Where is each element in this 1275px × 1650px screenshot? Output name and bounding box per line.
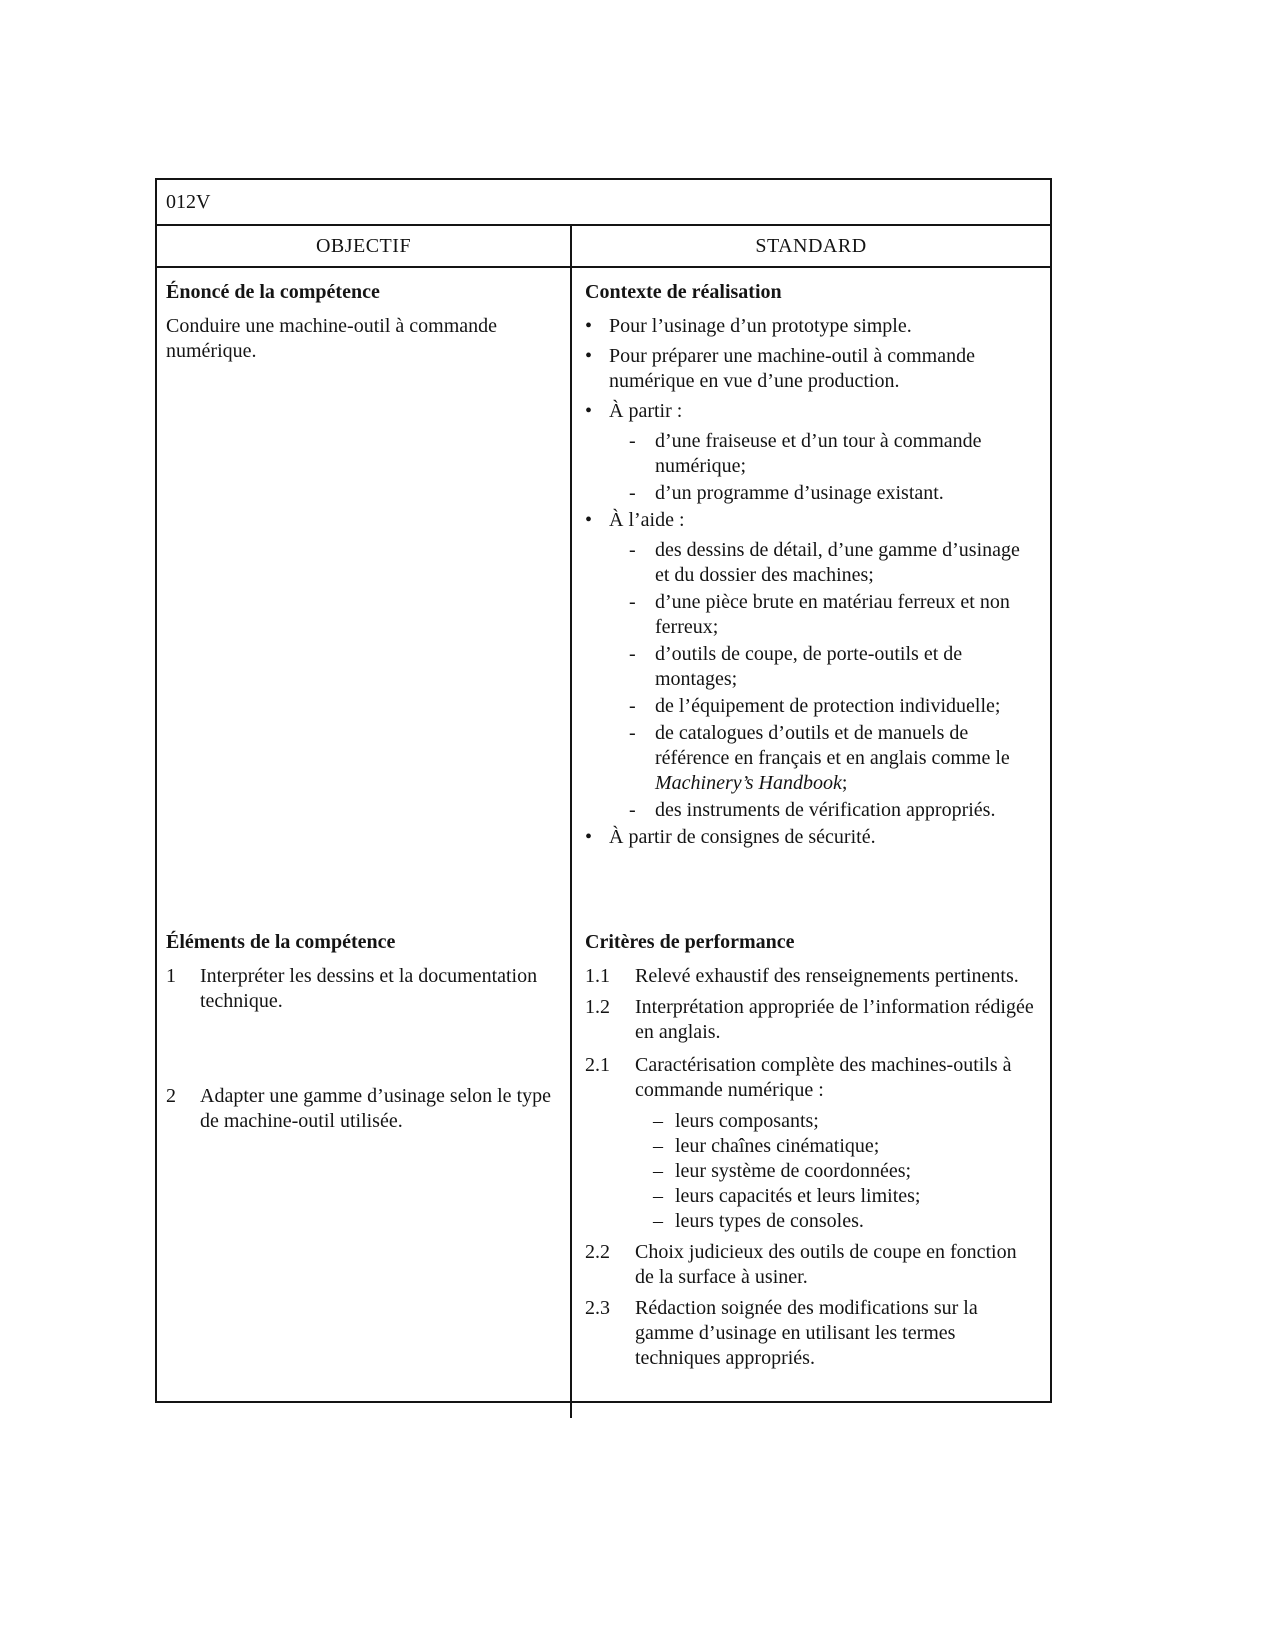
sub-text: - de l’équipement de protection individuelle; [655, 695, 1001, 717]
criteria-sub-item [653, 1109, 1036, 1134]
objectif-header-cell [157, 226, 570, 266]
column-headers-row [157, 226, 1050, 268]
criteria-sub-text: – leur système de coordonnées; [675, 1160, 912, 1182]
context-bullet [585, 314, 1036, 339]
context-heading: Contexte de réalisation [585, 281, 782, 303]
criteria-number: 2.2 [585, 1241, 610, 1263]
criteria-text: Interprétation appropriée de l’information rédigée en anglais. [635, 996, 1034, 1043]
context-sub-item [629, 721, 1036, 796]
criteria-heading: Critères de performance [585, 931, 795, 953]
criteria-sub-text: – leurs types de consoles. [675, 1210, 864, 1232]
bullet-text: • Pour l’usinage d’un prototype simple. [609, 315, 912, 337]
sub-text: - d’une fraiseuse et d’un tour à commande numérique; [655, 430, 982, 477]
context-bullet [585, 344, 1036, 394]
course-code: 012V [166, 190, 211, 213]
standard-header: STANDARD [755, 234, 867, 257]
sub-text-after: ; [841, 772, 848, 794]
bullet-text: • À partir de consignes de sécurité. [609, 826, 876, 848]
criteria-sub-item [653, 1134, 1036, 1159]
element-item-2 [166, 1084, 556, 1134]
criteria-item-1-1 [585, 964, 1036, 989]
elements-criteria-section [157, 918, 1050, 1401]
element-number: 1 [166, 965, 176, 987]
context-sub-item [629, 429, 1036, 479]
criteria-sub-item [653, 1159, 1036, 1184]
criteria-item-1-2 [585, 995, 1036, 1045]
competence-context-section [157, 268, 1050, 918]
criteria-item-2-2 [585, 1240, 1036, 1290]
context-sub-item [629, 694, 1036, 719]
criteria-item-2-3 [585, 1296, 1036, 1371]
sub-text-before: de catalogues d’outils et de manuels de référence en français et en anglais comme le [655, 722, 1010, 769]
criteria-text: Rédaction soignée des modifications sur la gamme d’usinage en utilisant les termes techniques appropriés. [635, 1297, 978, 1369]
sub-text [655, 721, 1036, 796]
criteria-number: 1.1 [585, 965, 610, 987]
sub-text: - d’outils de coupe, de porte-outils et de montages; [655, 643, 963, 690]
criteria-2-1-sublist [653, 1109, 1036, 1234]
criteria-cell [570, 918, 1050, 1401]
sub-text: - des dessins de détail, d’une gamme d’usinage et du dossier des machines; [655, 539, 1020, 586]
bullet-text: • À partir : [609, 400, 683, 422]
context-cell [570, 268, 1050, 918]
elements-cell [157, 918, 570, 1401]
criteria-sub-item [653, 1184, 1036, 1209]
criteria-text: Caractérisation complète des machines-outils à commande numérique : [635, 1054, 1012, 1101]
context-bullet [585, 825, 1036, 850]
context-sub-item [629, 481, 1036, 506]
criteria-item-2-1 [585, 1053, 1036, 1103]
column-divider-continuation [570, 1403, 572, 1418]
criteria-sub-text: – leur chaînes cinématique; [675, 1135, 880, 1157]
handbook-title: Machinery’s Handbook [655, 772, 842, 794]
competence-heading: Énoncé de la compétence [166, 281, 380, 303]
criteria-text: Choix judicieux des outils de coupe en fonction de la surface à usiner. [635, 1241, 1017, 1288]
bullet-text: • À l’aide : [609, 509, 685, 531]
element-item-1 [166, 964, 556, 1014]
context-sub-item [629, 798, 1036, 823]
course-code-row [157, 180, 1050, 226]
sub-text: - d’un programme d’usinage existant. [655, 482, 944, 504]
sub-text: - d’une pièce brute en matériau ferreux et non ferreux; [655, 591, 1010, 638]
criteria-number: 1.2 [585, 996, 610, 1018]
competence-statement: Conduire une machine-outil à commande numérique. [166, 315, 498, 362]
sub-text: - des instruments de vérification appropriés. [655, 799, 996, 821]
objective-standard-table [155, 178, 1052, 1403]
criteria-number: 2.1 [585, 1054, 610, 1076]
criteria-sub-text: – leurs composants; [675, 1110, 819, 1132]
context-sub-item [629, 538, 1036, 588]
competence-cell [157, 268, 570, 918]
criteria-text: Relevé exhaustif des renseignements pertinents. [635, 965, 1019, 987]
context-sub-item [629, 642, 1036, 692]
bullet-text: • Pour préparer une machine-outil à commande numérique en vue d’une production. [609, 345, 975, 392]
context-bullet [585, 399, 1036, 424]
criteria-number: 2.3 [585, 1297, 610, 1319]
standard-header-cell [570, 226, 1050, 266]
context-sub-item [629, 590, 1036, 640]
element-number: 2 [166, 1085, 176, 1107]
element-text: Interpréter les dessins et la documentation technique. [200, 965, 538, 1012]
criteria-sub-text: – leurs capacités et leurs limites; [675, 1185, 921, 1207]
element-text: Adapter une gamme d’usinage selon le type de machine-outil utilisée. [200, 1085, 551, 1132]
context-bullet [585, 508, 1036, 533]
objectif-header: OBJECTIF [315, 234, 412, 257]
criteria-sub-item [653, 1209, 1036, 1234]
elements-heading: Éléments de la compétence [166, 931, 396, 953]
